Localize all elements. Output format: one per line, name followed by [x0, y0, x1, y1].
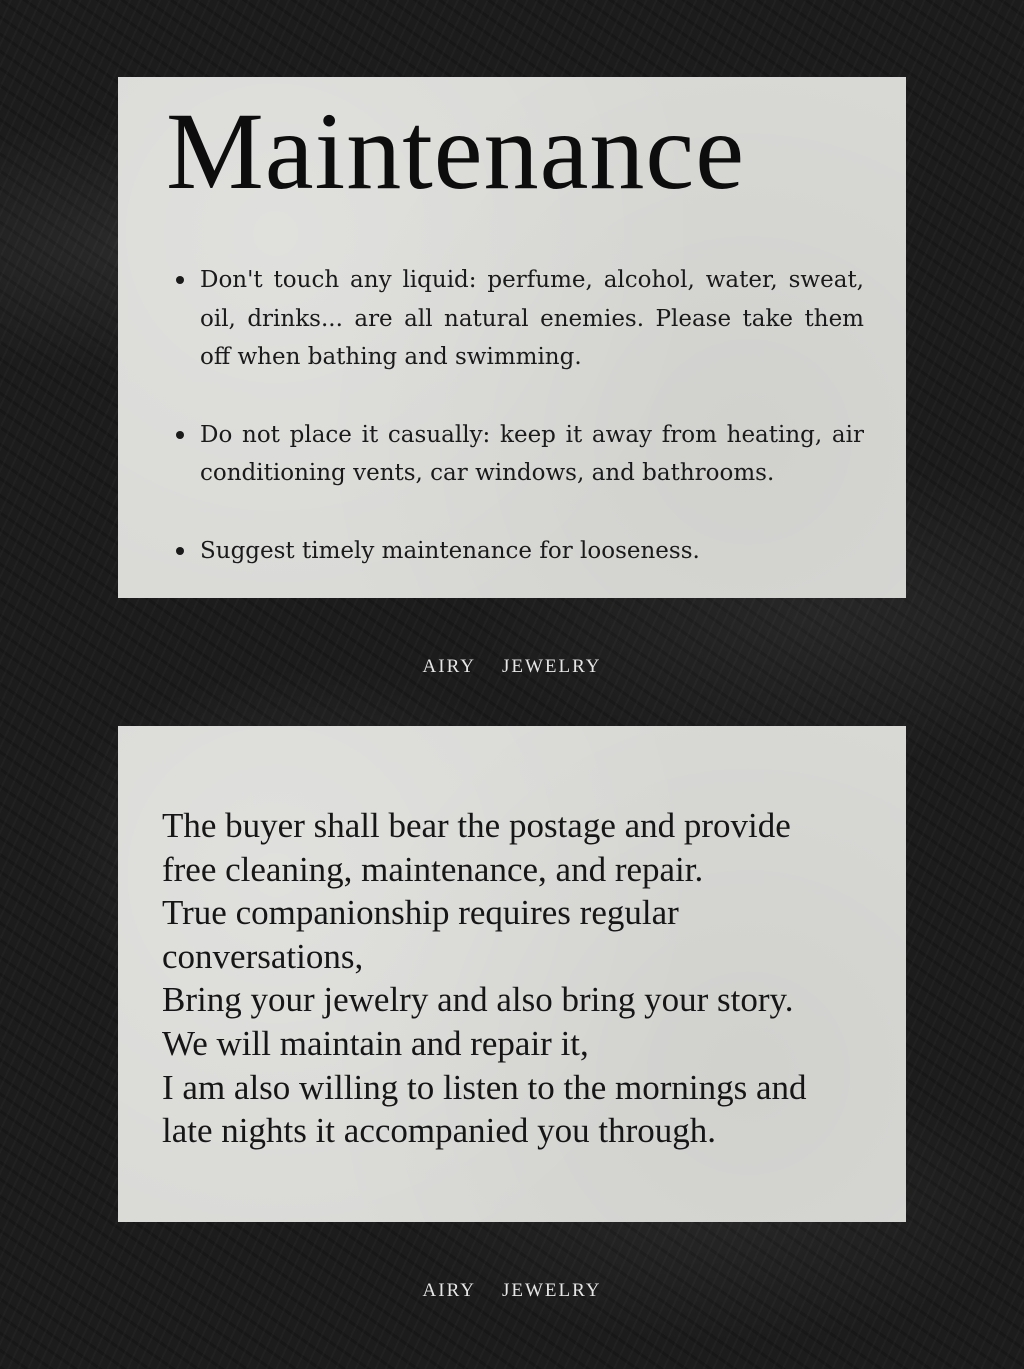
service-card — [118, 726, 906, 1222]
brand-logo — [0, 1280, 1024, 1302]
service-line: late nights it accompanied you through. — [162, 1111, 717, 1151]
list-item — [174, 532, 864, 571]
service-line: The buyer shall bear the postage and provide — [162, 806, 791, 845]
service-line: Bring your jewelry and also bring your story. — [162, 980, 794, 1020]
list-item-text: Do not place it casually: keep it away from heating, air conditioning vents, car windows, and bathrooms. — [200, 421, 864, 486]
service-line: We will maintain and repair it, — [162, 1023, 589, 1063]
service-text — [162, 804, 882, 1153]
list-item — [174, 416, 864, 493]
service-line: conversations, — [162, 936, 364, 976]
service-line: True companionship requires regular — [162, 893, 679, 933]
brand-word-airy: AIRY — [422, 656, 476, 677]
bullet-icon — [176, 547, 184, 555]
maintenance-card — [118, 77, 906, 598]
bullet-icon — [176, 431, 184, 439]
maintenance-list — [174, 261, 864, 570]
service-line: I am also willing to listen to the mornings and — [162, 1067, 807, 1107]
page-title: Maintenance — [166, 90, 746, 212]
brand-word-jewelry: JEWELRY — [501, 656, 602, 677]
list-item-text: Don't touch any liquid: perfume, alcohol, water, sweat, oil, drinks... are all natural enemies. Please take them off when bathing and swimming. — [200, 267, 864, 370]
list-item-text: Suggest timely maintenance for looseness. — [200, 537, 700, 564]
service-line: free cleaning, maintenance, and repair. — [162, 849, 704, 889]
list-item — [174, 261, 864, 377]
bullet-icon — [176, 276, 184, 284]
brand-logo — [0, 656, 1024, 678]
brand-word-jewelry: JEWELRY — [501, 1280, 602, 1301]
brand-word-airy: AIRY — [422, 1280, 476, 1301]
